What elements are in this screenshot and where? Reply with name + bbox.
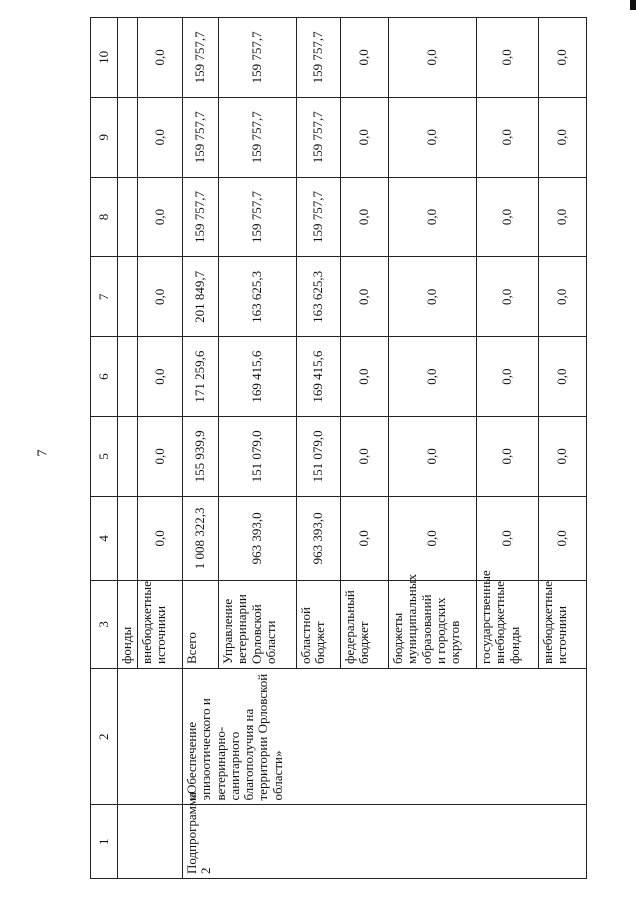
page-number: 7 xyxy=(35,449,51,457)
value-cell: 169 415,6 xyxy=(219,337,297,417)
value-cell: 0,0 xyxy=(389,177,477,257)
value-cell: 0,0 xyxy=(389,97,477,177)
value-cell: 0,0 xyxy=(477,177,539,257)
value-cell: 0,0 xyxy=(341,177,389,257)
value-cell: 159 757,7 xyxy=(219,18,297,98)
header-cell: 2 xyxy=(91,669,118,806)
empty-cell xyxy=(118,669,183,806)
header-cell: 5 xyxy=(91,417,118,497)
value-cell: 0,0 xyxy=(539,496,587,580)
value-cell: 0,0 xyxy=(477,496,539,580)
value-cell: 159 757,7 xyxy=(183,97,219,177)
value-cell: 201 849,7 xyxy=(183,257,219,337)
value-cell: 171 259,6 xyxy=(183,337,219,417)
header-cell: 4 xyxy=(91,496,118,580)
value-cell: 151 079,0 xyxy=(297,417,341,497)
value-cell: 0,0 xyxy=(138,177,183,257)
table-row xyxy=(118,18,138,879)
value-cell: 0,0 xyxy=(389,18,477,98)
empty-cell xyxy=(118,417,138,497)
value-cell: 0,0 xyxy=(539,417,587,497)
value-cell: 0,0 xyxy=(477,18,539,98)
value-cell: 0,0 xyxy=(477,337,539,417)
header-cell: 8 xyxy=(91,177,118,257)
value-cell: 0,0 xyxy=(138,257,183,337)
value-cell: 963 393,0 xyxy=(297,496,341,580)
value-cell: 0,0 xyxy=(341,18,389,98)
header-cell: 7 xyxy=(91,257,118,337)
value-cell: 159 757,7 xyxy=(297,177,341,257)
source-cell: федеральный бюджет xyxy=(341,580,389,668)
scan-corner-mark xyxy=(630,0,636,10)
value-cell: 159 757,7 xyxy=(183,18,219,98)
budget-table xyxy=(90,17,587,879)
table-row xyxy=(183,18,219,879)
empty-cell xyxy=(118,18,138,98)
header-cell: 1 xyxy=(91,805,118,879)
value-cell: 163 625,3 xyxy=(297,257,341,337)
value-cell: 159 757,7 xyxy=(219,97,297,177)
value-cell: 0,0 xyxy=(539,18,587,98)
value-cell: 155 939,9 xyxy=(183,417,219,497)
value-cell: 159 757,7 xyxy=(183,177,219,257)
value-cell: 0,0 xyxy=(389,417,477,497)
value-cell: 151 079,0 xyxy=(219,417,297,497)
empty-cell xyxy=(118,805,183,879)
value-cell: 0,0 xyxy=(341,97,389,177)
value-cell: 0,0 xyxy=(138,417,183,497)
value-cell: 0,0 xyxy=(341,257,389,337)
value-cell: 0,0 xyxy=(389,496,477,580)
empty-cell xyxy=(118,337,138,417)
value-cell: 0,0 xyxy=(341,337,389,417)
empty-cell xyxy=(118,177,138,257)
value-cell: 963 393,0 xyxy=(219,496,297,580)
value-cell: 0,0 xyxy=(477,417,539,497)
value-cell: 0,0 xyxy=(539,337,587,417)
source-cell: областной бюджет xyxy=(297,580,341,668)
value-cell: 0,0 xyxy=(539,177,587,257)
subprogram-name-cell: Подпрограмма 2 xyxy=(183,805,587,879)
source-cell: государственные внебюджетные фонды xyxy=(477,580,539,668)
header-row xyxy=(91,18,118,879)
value-cell: 0,0 xyxy=(138,18,183,98)
source-cell: бюджеты муниципальных образований и городских округов xyxy=(389,580,477,668)
header-cell: 9 xyxy=(91,97,118,177)
value-cell: 0,0 xyxy=(341,417,389,497)
value-cell: 163 625,3 xyxy=(219,257,297,337)
value-cell: 0,0 xyxy=(138,337,183,417)
empty-cell xyxy=(118,257,138,337)
value-cell: 0,0 xyxy=(138,97,183,177)
rotated-table-container xyxy=(90,17,586,879)
source-cell: фонды xyxy=(118,580,138,668)
value-cell: 159 757,7 xyxy=(219,177,297,257)
value-cell: 0,0 xyxy=(477,257,539,337)
empty-cell xyxy=(118,97,138,177)
value-cell: 0,0 xyxy=(341,496,389,580)
value-cell: 0,0 xyxy=(539,257,587,337)
value-cell: 1 008 322,3 xyxy=(183,496,219,580)
source-cell: Управление ветеринарии Орловской области xyxy=(219,580,297,668)
value-cell: 0,0 xyxy=(138,496,183,580)
source-cell: внебюджетные источники xyxy=(539,580,587,668)
empty-cell xyxy=(118,496,138,580)
header-cell: 10 xyxy=(91,18,118,98)
subprogram-title-cell: «Обеспечение эпизоотического и ветеринарно-санитарного благополучия на территории Орловской области» xyxy=(183,669,587,806)
value-cell: 0,0 xyxy=(389,257,477,337)
source-cell: внебюджетные источники xyxy=(138,580,183,668)
value-cell: 0,0 xyxy=(477,97,539,177)
source-cell: Всего xyxy=(183,580,219,668)
value-cell: 0,0 xyxy=(539,97,587,177)
value-cell: 159 757,7 xyxy=(297,97,341,177)
header-cell: 6 xyxy=(91,337,118,417)
value-cell: 159 757,7 xyxy=(297,18,341,98)
value-cell: 169 415,6 xyxy=(297,337,341,417)
value-cell: 0,0 xyxy=(389,337,477,417)
header-cell: 3 xyxy=(91,580,118,668)
